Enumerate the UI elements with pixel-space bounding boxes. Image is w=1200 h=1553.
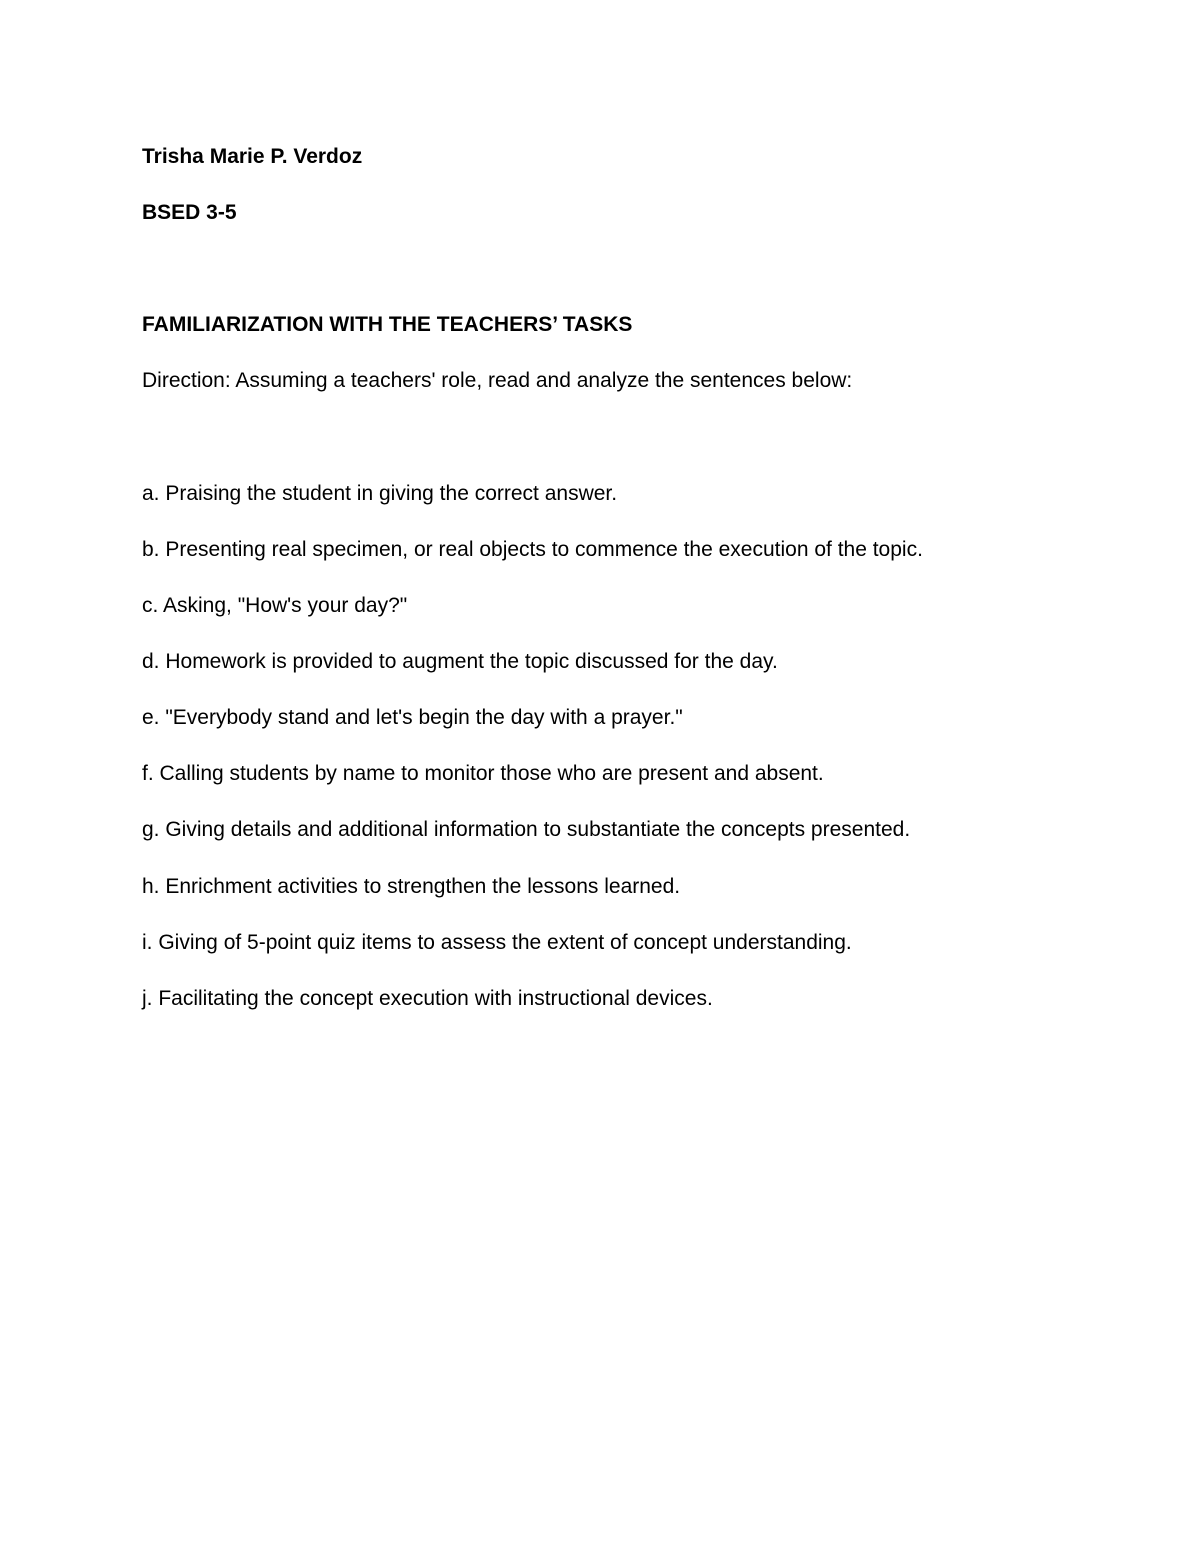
list-item: h. Enrichment activities to strengthen the lessons learned. [142, 875, 681, 898]
document-title: FAMILIARIZATION WITH THE TEACHERS’ TASKS [142, 313, 633, 336]
list-item: j. Facilitating the concept execution with instructional devices. [142, 987, 713, 1010]
list-item: a. Praising the student in giving the correct answer. [142, 482, 618, 505]
list-item: d. Homework is provided to augment the topic discussed for the day. [142, 650, 778, 673]
list-item: f. Calling students by name to monitor those who are present and absent. [142, 762, 824, 785]
student-section: BSED 3-5 [142, 201, 237, 224]
list-item: i. Giving of 5-point quiz items to assess the extent of concept understanding. [142, 931, 852, 954]
list-item: c. Asking, "How's your day?" [142, 594, 408, 617]
list-item: e. "Everybody stand and let's begin the day with a prayer." [142, 706, 683, 729]
list-item: b. Presenting real specimen, or real objects to commence the execution of the topic. [142, 538, 923, 561]
direction-text: Direction: Assuming a teachers' role, read and analyze the sentences below: [142, 369, 853, 392]
list-item: g. Giving details and additional information to substantiate the concepts presented. [142, 818, 911, 841]
student-name: Trisha Marie P. Verdoz [142, 145, 363, 168]
